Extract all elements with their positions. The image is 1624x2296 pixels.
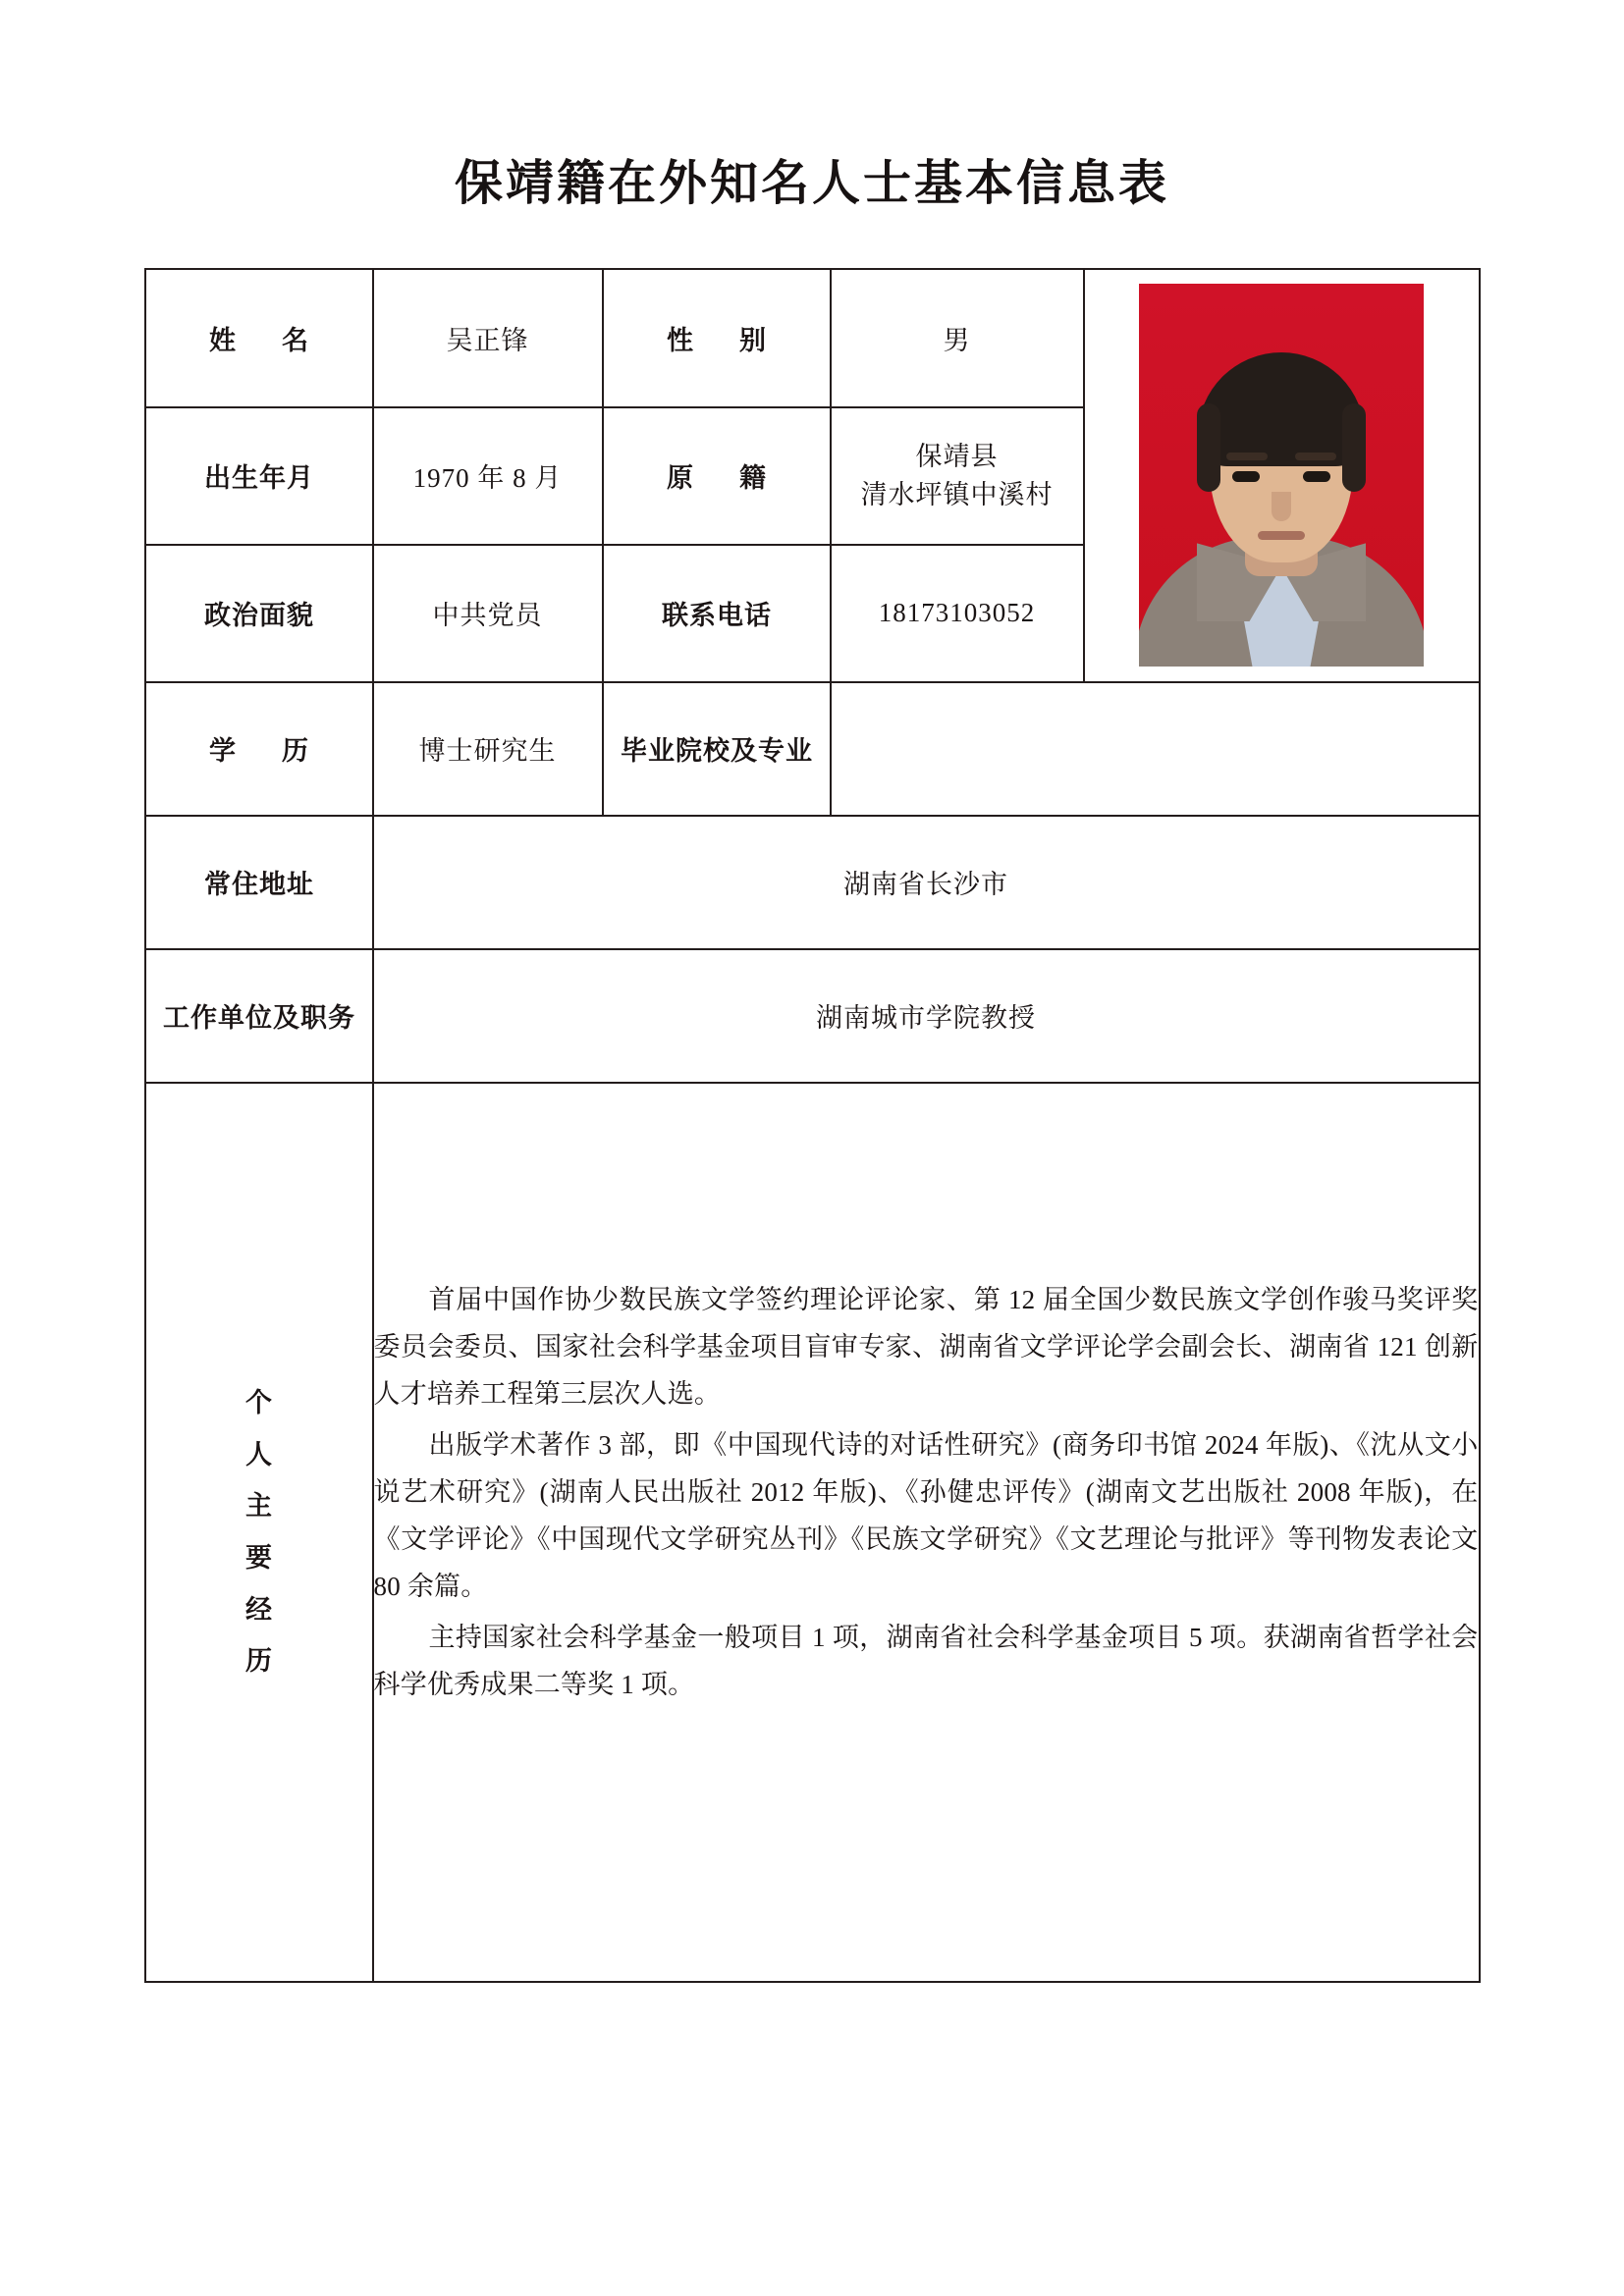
photo-cell — [1084, 269, 1480, 682]
page-title: 保靖籍在外知名人士基本信息表 — [454, 156, 1169, 210]
photo-eyebrow-left — [1226, 453, 1268, 460]
value-gender: 男 — [831, 269, 1084, 407]
value-political-status: 中共党员 — [373, 545, 603, 682]
value-address: 湖南省长沙市 — [373, 816, 1480, 949]
label-address: 常住地址 — [145, 816, 373, 949]
personal-info-table — [144, 268, 1481, 1983]
experience-paragraph: 首届中国作协少数民族文学签约理论评论家、第 12 届全国少数民族文学创作骏马奖评奖委员会委员、国家社会科学基金项目盲审专家、湖南省文学评论学会副会长、湖南省 121 创新人才培养工程第三层次人选。 — [373, 1284, 1479, 1409]
experience-label-char: 历 — [245, 1646, 272, 1677]
photo-eyebrow-right — [1295, 453, 1336, 460]
experience-label-char: 人 — [245, 1439, 272, 1469]
label-origin: 原 籍 — [603, 407, 831, 545]
experience-label-char: 主 — [245, 1491, 272, 1522]
experience-text-block — [374, 1137, 1479, 1928]
label-political-status: 政治面貌 — [145, 545, 373, 682]
photo-mouth — [1258, 531, 1305, 540]
label-school-major: 毕业院校及专业 — [603, 682, 831, 816]
label-name: 姓 名 — [145, 269, 373, 407]
value-birth-date: 1970 年 8 月 — [373, 407, 603, 545]
photo-eye-left — [1232, 471, 1260, 482]
experience-paragraph: 出版学术著作 3 部，即《中国现代诗的对话性研究》(商务印书馆 2024 年版)、《沈从文小说艺术研究》(湖南人民出版社 2012 年版)、《孙健忠评传》(湖南文艺出版社 2008 年版)，在《文学评论》《中国现代文学研究丛刊》《民族文学研究》《文艺理论与批评》等刊物发表论文 80 余篇。 — [373, 1429, 1479, 1601]
photo-hair-left — [1197, 403, 1220, 492]
value-origin-line2: 清水坪镇中溪村 — [860, 479, 1054, 509]
value-work-unit: 湖南城市学院教授 — [373, 949, 1480, 1083]
table-row — [145, 1083, 1480, 1982]
value-phone: 18173103052 — [831, 545, 1084, 682]
value-name: 吴正锋 — [373, 269, 603, 407]
table-row — [145, 949, 1480, 1083]
photo-eye-right — [1303, 471, 1330, 482]
experience-paragraph: 主持国家社会科学基金一般项目 1 项，湖南省社会科学基金项目 5 项。获湖南省哲学社会科学优秀成果二等奖 1 项。 — [373, 1623, 1479, 1700]
experience-label-char: 个 — [245, 1387, 272, 1417]
table-row — [145, 816, 1480, 949]
experience-label-char: 要 — [245, 1542, 272, 1573]
photo-nose — [1272, 492, 1291, 521]
photo-hair-right — [1342, 403, 1366, 492]
label-education: 学 历 — [145, 682, 373, 816]
label-work-unit: 工作单位及职务 — [145, 949, 373, 1083]
value-education: 博士研究生 — [373, 682, 603, 816]
table-row — [145, 269, 1480, 407]
value-school-major — [831, 682, 1480, 816]
value-origin-line1: 保靖县 — [915, 441, 999, 471]
label-birth-date: 出生年月 — [145, 407, 373, 545]
label-phone: 联系电话 — [603, 545, 831, 682]
value-origin — [831, 407, 1084, 545]
id-photo — [1139, 284, 1424, 667]
value-experience — [373, 1083, 1480, 1982]
experience-vertical-label — [146, 1377, 372, 1687]
label-gender: 性 别 — [603, 269, 831, 407]
experience-label-char: 经 — [245, 1594, 272, 1625]
label-experience — [145, 1083, 373, 1982]
table-row — [145, 682, 1480, 816]
